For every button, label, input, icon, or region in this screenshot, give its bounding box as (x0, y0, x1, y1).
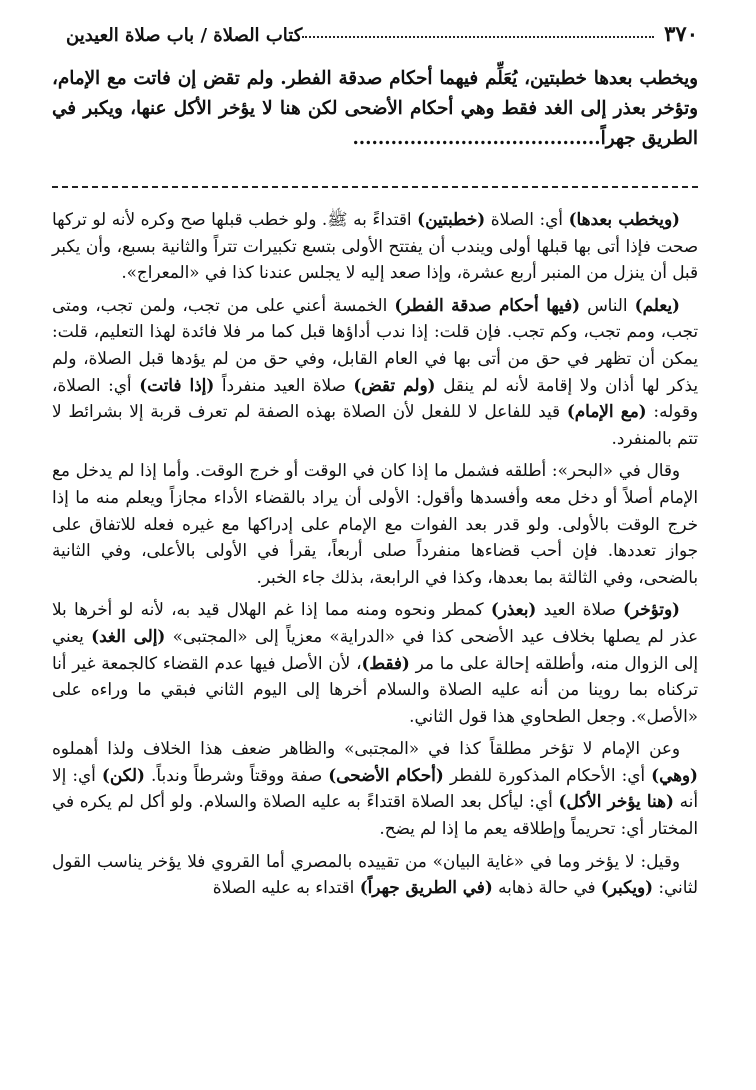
commentary-paragraph (52, 596, 698, 729)
quoted-matn-phrase: (إلى الغد) (91, 625, 166, 646)
commentary-run: أي: الصلاة (485, 209, 569, 229)
commentary-run: الخمسة أعني على من تجب، ولمن تجب، ومتى تجب، ومم تجب، وكم تجب. فإن قلت: إذا ندب أداؤها قبل كما مر فلا فائدة لهذا التعليم، قلت: يمكن أن تظهر في حق من أتى بها في العام القابل، وفي حق من لم يؤدها قبل الصلاة، ولم يذكر لها أذان ولا إقامة لأنه لم ينقل (52, 294, 698, 395)
commentary-run: الناس (580, 294, 635, 315)
commentary-run: وعن الإمام لا تؤخر مطلقاً كذا في «المجتبى» والظاهر ضعف هذا الخلاف ولذا أهملوه (52, 738, 680, 759)
matn-text (52, 64, 698, 154)
commentary-run: اقتداءً به ﷺ. ولو خطب قبلها صح وكره لأنه لو تركها صحت فإذا أتى بها قبلها أولى ويندب أن يفتتح الأولى بتسع تكبيرات تتراً والثانية بسبع، وأن يكبر قبل أن ينزل من المنبر أربع عشرة، وإذا صعد إليه لا يجلس عندنا كذا في «المعراج». (52, 209, 698, 283)
quoted-matn-phrase: (في الطريق جهراً) (359, 877, 493, 898)
page-header (52, 18, 698, 46)
quoted-matn-phrase: (فقط) (361, 652, 410, 673)
commentary-run: أي: ليأكل بعد الصلاة اقتداءً به عليه الصلاة والسلام. ولو أكل لم يكره في المختار أي: تحريماً وإطلاقه يعم ما إذا لم يضح. (52, 791, 698, 839)
commentary-run: أي: الأحكام المذكورة للفطر (443, 764, 652, 785)
quoted-matn-phrase: (أحكام الأضحى) (328, 764, 444, 785)
header-dotted-rule (302, 36, 654, 38)
quoted-matn-phrase: (وهي) (651, 764, 698, 785)
commentary-run: ، لأن الأصل فيها عدم القضاء كالجمعة غير أنا تركناه بما روينا من أنه عليه الصلاة والسلام أخرها إلى اليوم الثاني فبقي ما وراءه على «الأصل». وجعل الطحاوي هذا قول الثاني. (52, 652, 698, 726)
commentary-paragraph (52, 848, 698, 901)
quoted-matn-phrase: (إذا فاتت) (139, 374, 215, 395)
commentary-run: صفة ووقتاً وشرطاً وندباً. (144, 764, 329, 785)
quoted-matn-phrase: (خطبتين) (417, 209, 486, 229)
page-number: ٣٧٠ (664, 21, 698, 46)
commentary-run: صلاة العيد منفرداً (214, 374, 354, 395)
commentary-run: كمطر ونحوه ومنه مما إذا غم الهلال قيد به، لأنه لو أخرها بلا عذر لم يصلها بخلاف عيد الأضحى كذا في «الدراية» معزياً إلى «المجتبى» (52, 599, 698, 646)
matn-body: ويخطب بعدها خطبتين، يُعَلِّم فيهما أحكام صدقة الفطر. ولم تقض إن فاتت مع الإمام، وتؤخر بعذر إلى الغد فقط وهي أحكام الأضحى لكن هنا لا يؤخر الأكل عنها، ويكبر في الطريق جهراً. (52, 68, 698, 149)
quoted-matn-phrase: (ويخطب بعدها) (568, 209, 680, 229)
commentary-paragraph (52, 457, 698, 590)
commentary-run: قيد للفاعل لا للفعل لأن الصلاة بهذه الصفة لم تعرف قربة إلا بشرائط لا تتم بالمنفرد. (52, 401, 698, 448)
commentary-paragraph (52, 735, 698, 841)
commentary-run: وقيل: لا يؤخر وما في «غاية البيان» من تقييده بالمصري أما القروي فلا يؤخر يناسب القول لثاني: (52, 850, 698, 898)
quoted-matn-phrase: (بعذر) (490, 599, 537, 620)
commentary-run: أي: الصلاة، وقوله: (52, 374, 698, 422)
quoted-matn-phrase: (فيها أحكام صدقة الفطر) (394, 294, 581, 315)
commentary-run: أي: إلا أنه (52, 764, 698, 812)
quoted-matn-phrase: (وتؤخر) (623, 599, 680, 620)
commentary-run: يعني إلى الزوال منه، وأطلقه إحالة على ما مر (52, 625, 698, 673)
matn-dots: ...................................... (352, 128, 595, 149)
commentary-run: في حالة ذهابه (492, 877, 601, 898)
commentary-paragraph (52, 206, 698, 286)
section-divider (52, 186, 698, 188)
quoted-matn-phrase: (يعلم) (634, 294, 680, 315)
commentary-run: وقال في «البحر»: أطلقه فشمل ما إذا كان في الوقت أو خرج الوقت. وأما إذا لم يدخل مع الإمام أصلاً أو دخل معه وأفسدها وأقول: الأولى أن يراد بالقضاء الأداء مجازاً ويعلم منه ما إذا خرج الوقت بالأولى. ولو قدر بعد الفوات مع الإمام على إدراكها مع غيره فعله للاتفاق على جواز تعددها. فإن أحب قضاءها منفرداً صلى أربعاً، يقرأ في الأولى بالأعلى، وفي الثانية بالضحى، وفي الثالثة بما بعدها، وكذا في الرابعة، بذلك جاء الخبر. (52, 460, 698, 587)
commentary-run: صلاة العيد (536, 599, 624, 620)
commentary-run: اقتداء به عليه الصلاة (212, 877, 360, 898)
quoted-matn-phrase: (ويكبر) (600, 877, 654, 898)
commentary-text (52, 206, 698, 907)
running-title: كتاب الصلاة / باب صلاة العيدين (66, 25, 303, 46)
commentary-paragraph (52, 292, 698, 452)
quoted-matn-phrase: (هنا يؤخر الأكل) (558, 791, 674, 812)
quoted-matn-phrase: (لكن) (101, 764, 145, 785)
quoted-matn-phrase: (ولم تقض) (353, 374, 436, 395)
quoted-matn-phrase: (مع الإمام) (566, 401, 647, 422)
